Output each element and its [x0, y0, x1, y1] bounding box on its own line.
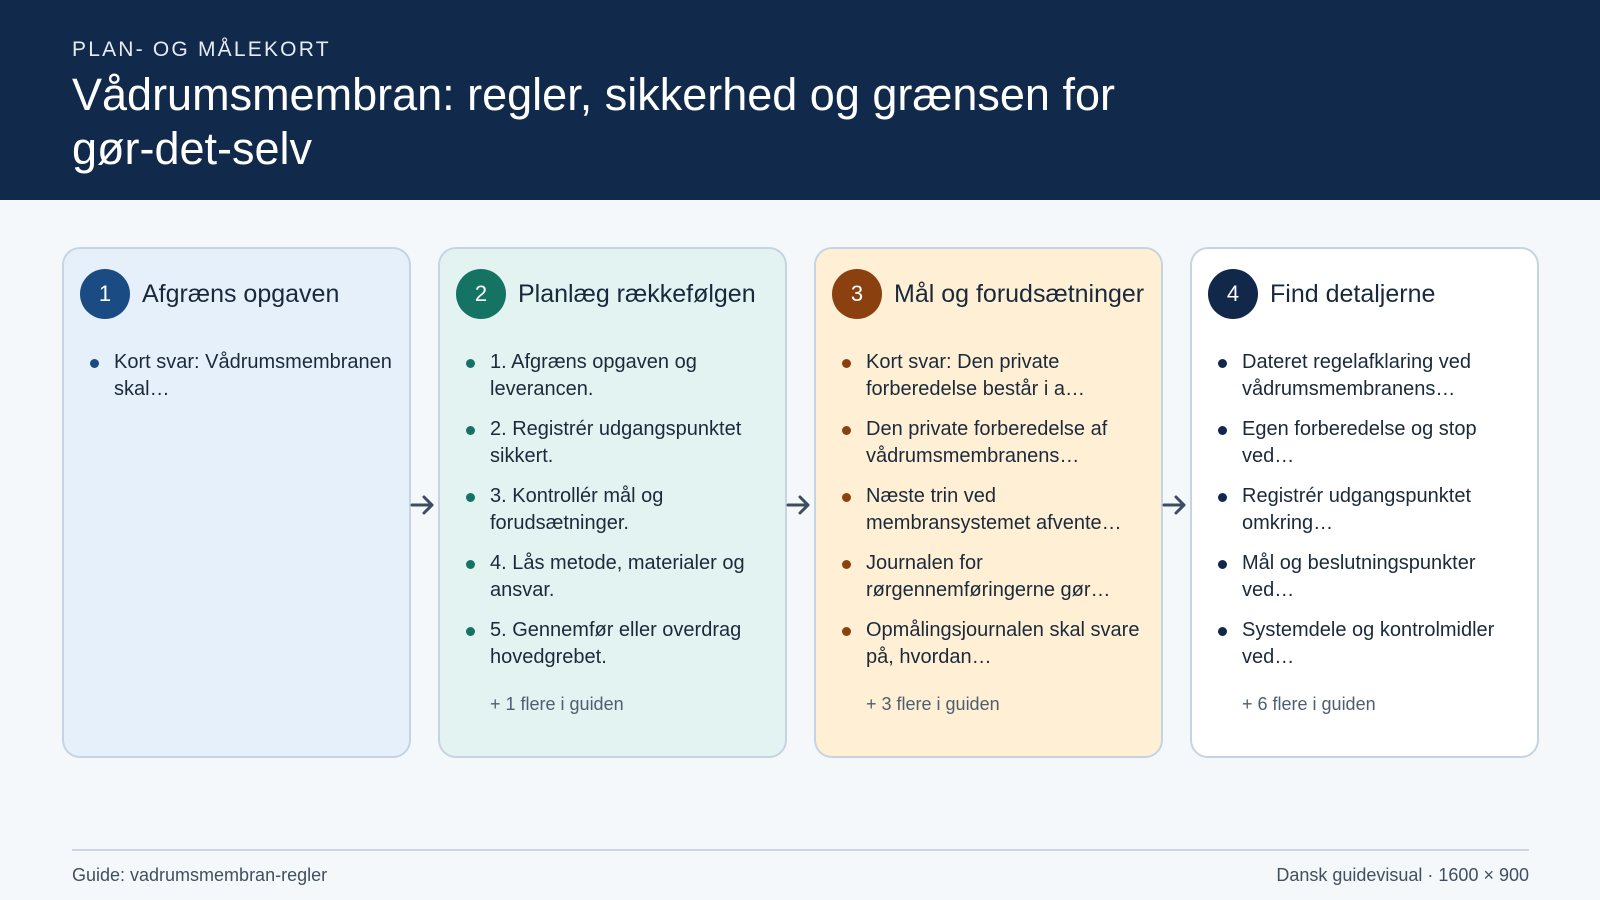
bullet-dot-icon [90, 359, 99, 368]
step-title-1: Afgræns opgaven [142, 280, 340, 308]
bullet-dot-icon [1218, 359, 1227, 368]
step-card-2 [438, 247, 787, 758]
bullet-dot-icon [842, 426, 851, 435]
bullet-dot-icon [466, 560, 475, 569]
step-card-4 [1190, 247, 1539, 758]
step-badge-4: 4 [1208, 269, 1258, 319]
more-link[interactable]: + 6 flere i guiden [1242, 694, 1376, 714]
list-item [466, 550, 778, 604]
list-item [1218, 617, 1530, 671]
bullet-dot-icon [466, 493, 475, 502]
step-badge-3: 3 [832, 269, 882, 319]
bullet-text: Egen forberedelse og stop ved… [1242, 418, 1477, 467]
bullet-list-3 [842, 349, 1154, 684]
bullet-dot-icon [466, 359, 475, 368]
list-item [842, 617, 1154, 671]
bullet-text: 3. Kontrollér mål og forudsætninger. [490, 485, 664, 534]
bullet-text: Systemdele og kontrolmidler ved… [1242, 619, 1495, 668]
bullet-text: Dateret regelafklaring ved vådrumsmembranens… [1242, 351, 1472, 400]
list-item [90, 349, 402, 403]
bullet-list-1 [90, 349, 402, 416]
bullet-text: 4. Lås metode, materialer og ansvar. [490, 552, 745, 601]
bullet-dot-icon [842, 493, 851, 502]
bullet-text: Kort svar: Vådrumsmembranen skal… [114, 351, 392, 400]
more-link[interactable]: + 1 flere i guiden [490, 694, 624, 714]
page-title: Vådrumsmembran: regler, sikkerhed og grænsen for gør-det-selv [72, 69, 1115, 174]
bullet-text: 1. Afgræns opgaven og leverancen. [490, 351, 697, 400]
arrow-right-icon [408, 490, 438, 520]
bullet-text: 5. Gennemfør eller overdrag hovedgrebet. [490, 619, 742, 668]
list-item [466, 416, 778, 470]
bullet-text: 2. Registrér udgangspunktet sikkert. [490, 418, 742, 467]
bullet-dot-icon [842, 627, 851, 636]
list-item [842, 483, 1154, 537]
header-kicker: PLAN- OG MÅLEKORT [72, 38, 331, 61]
more-link[interactable]: + 3 flere i guiden [866, 694, 1000, 714]
bullet-text: Mål og beslutningspunkter ved… [1242, 552, 1476, 601]
bullet-dot-icon [466, 426, 475, 435]
footer-credit: Dansk guidevisual · 1600 × 900 [1276, 865, 1529, 885]
bullet-text: Den private forberedelse af vådrumsmembranens… [866, 418, 1108, 467]
bullet-dot-icon [1218, 426, 1227, 435]
step-badge-1: 1 [80, 269, 130, 319]
step-badge-2: 2 [456, 269, 506, 319]
list-item [842, 416, 1154, 470]
step-title-2: Planlæg rækkefølgen [518, 280, 756, 308]
step-title-3: Mål og forudsætninger [894, 280, 1145, 308]
list-item [1218, 550, 1530, 604]
step-card-3 [814, 247, 1163, 758]
list-item [466, 617, 778, 671]
list-item [466, 483, 778, 537]
bullet-dot-icon [1218, 560, 1227, 569]
bullet-text: Næste trin ved membransystemet afvente… [866, 485, 1122, 534]
bullet-text: Opmålingsjournalen skal svare på, hvordan… [866, 619, 1140, 668]
bullet-dot-icon [1218, 627, 1227, 636]
list-item [1218, 349, 1530, 403]
list-item [842, 349, 1154, 403]
list-item [842, 550, 1154, 604]
bullet-dot-icon [842, 359, 851, 368]
footer-divider [72, 849, 1529, 851]
bullet-list-4 [1218, 349, 1530, 684]
step-title-4: Find detaljerne [1270, 280, 1436, 308]
list-item [1218, 416, 1530, 470]
list-item [466, 349, 778, 403]
bullet-dot-icon [1218, 493, 1227, 502]
bullet-dot-icon [842, 560, 851, 569]
list-item [1218, 483, 1530, 537]
step-card-1 [62, 247, 411, 758]
footer-guide-label: Guide: vadrumsmembran-regler [72, 865, 328, 885]
header-banner [0, 0, 1600, 200]
bullet-text: Journalen for rørgennemføringerne gør… [866, 552, 1111, 601]
bullet-text: Kort svar: Den private forberedelse består i a… [866, 351, 1086, 400]
arrow-right-icon [1160, 490, 1190, 520]
bullet-text: Registrér udgangspunktet omkring… [1242, 485, 1472, 534]
bullet-list-2 [466, 349, 778, 684]
arrow-right-icon [784, 490, 814, 520]
bullet-dot-icon [466, 627, 475, 636]
